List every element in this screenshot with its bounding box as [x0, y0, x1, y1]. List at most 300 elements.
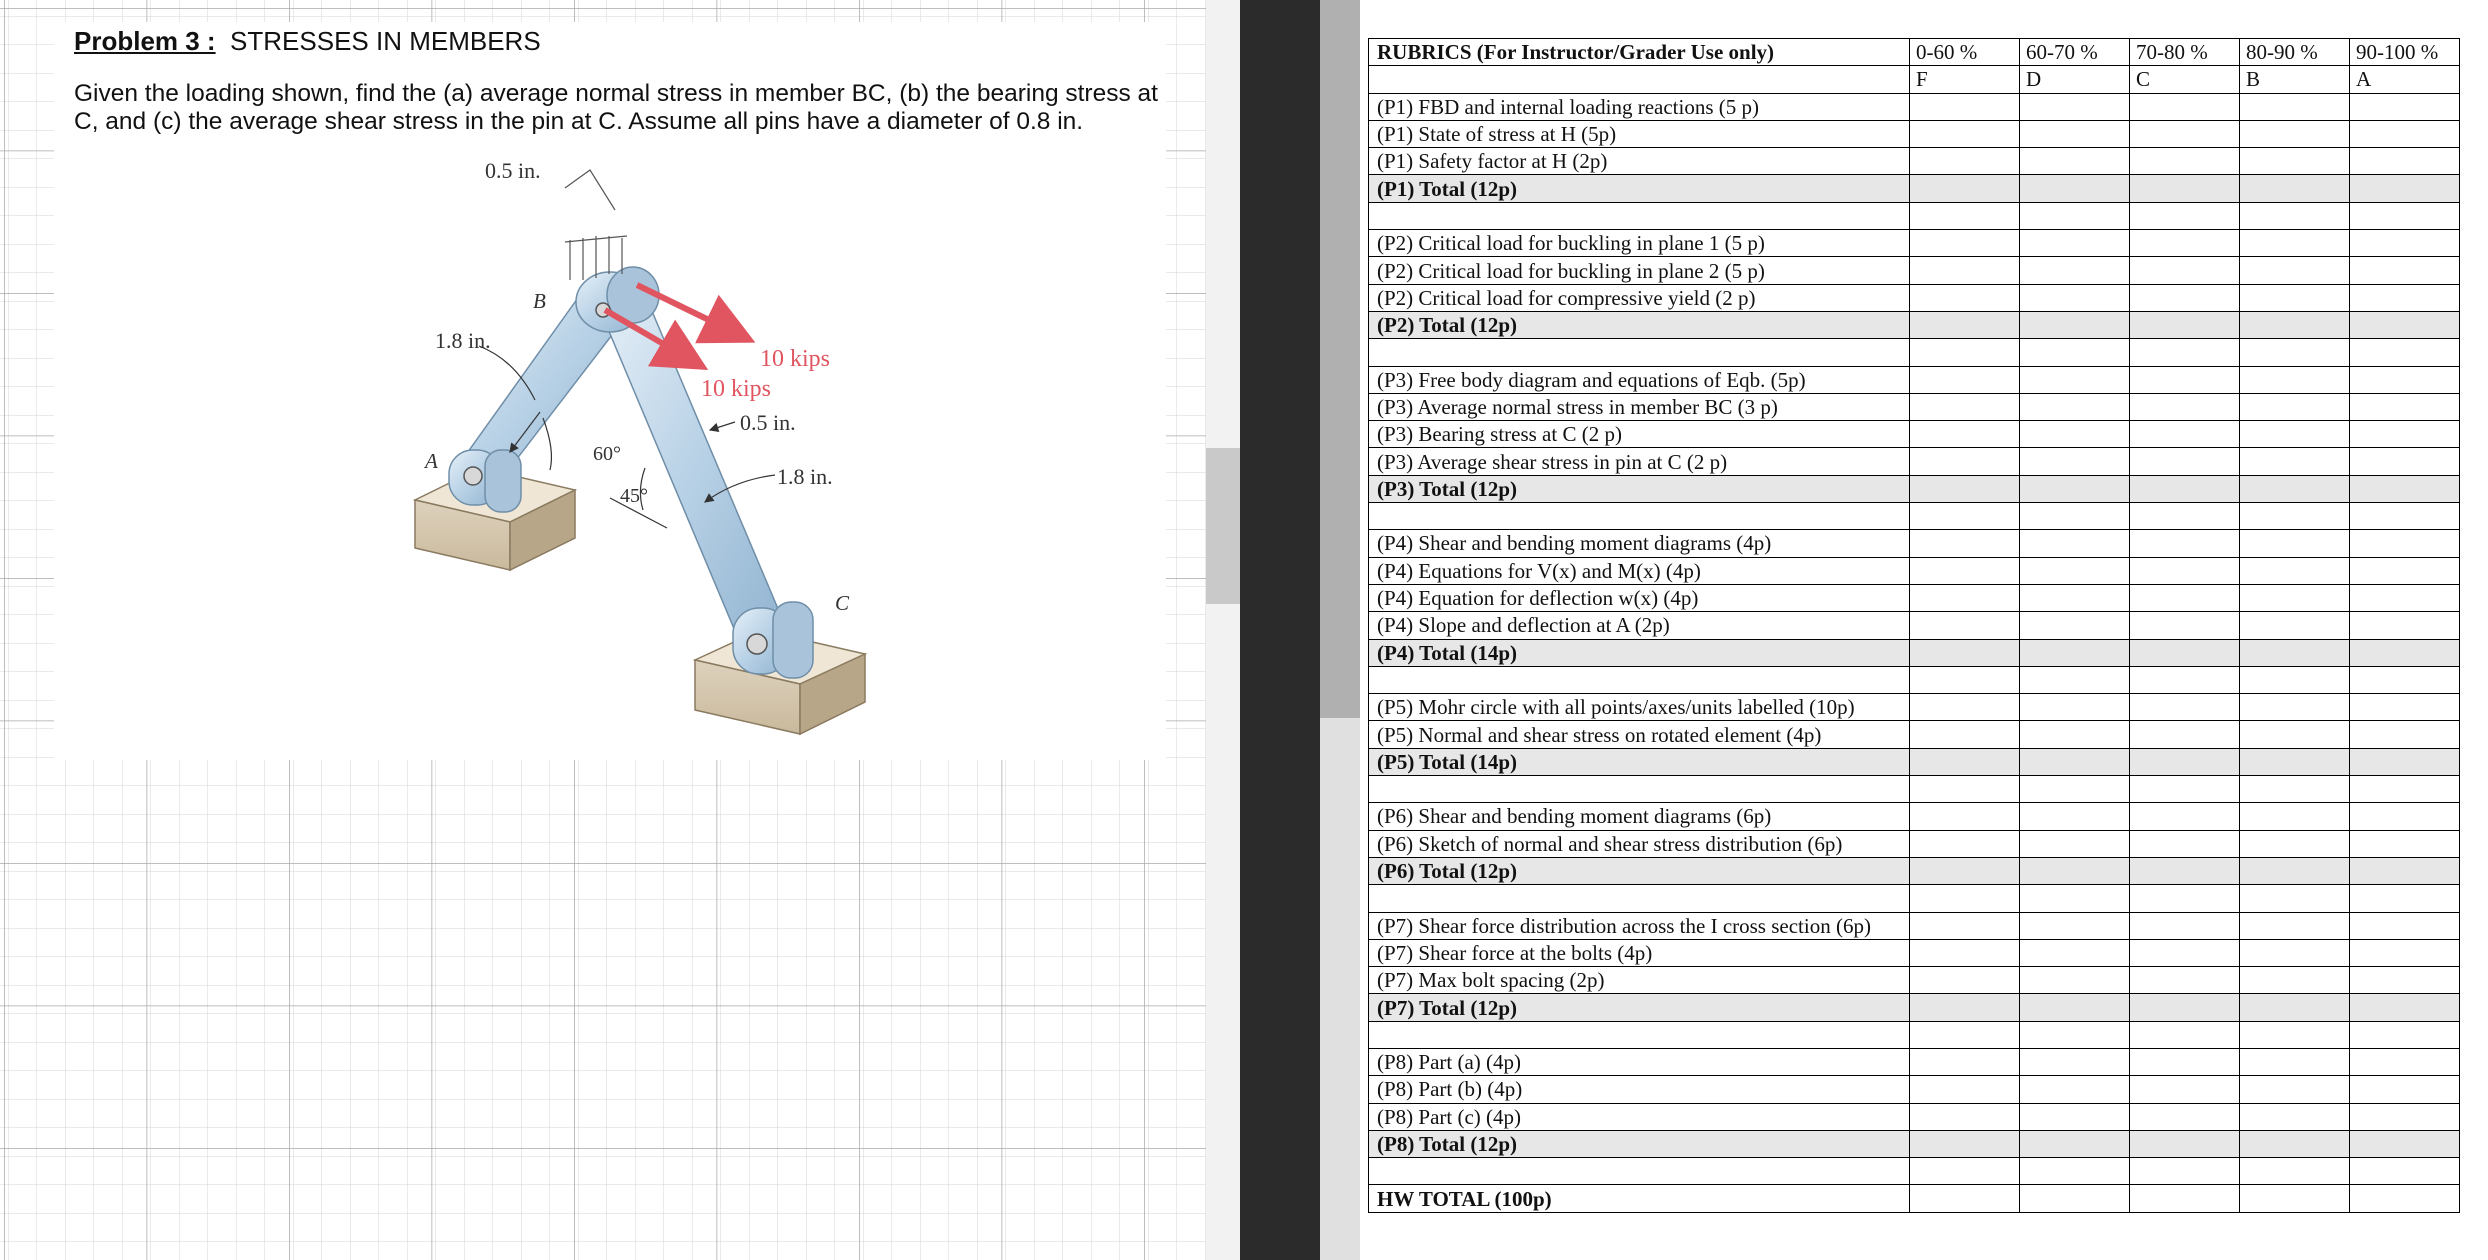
grade-cell[interactable]: [2020, 230, 2130, 257]
grade-cell[interactable]: [2240, 1130, 2350, 1157]
grade-cell[interactable]: [1910, 339, 2020, 366]
grade-cell[interactable]: [2130, 257, 2240, 284]
rubric-row: [1369, 93, 2460, 120]
grade-cell[interactable]: [2130, 776, 2240, 803]
grade-cell[interactable]: [2350, 803, 2460, 830]
grade-cell[interactable]: [2240, 967, 2350, 994]
grade-letter-spacer: [1369, 66, 1910, 93]
grade-cell[interactable]: [2350, 694, 2460, 721]
rubric-criterion: [1369, 339, 1910, 366]
grade-cell[interactable]: [2240, 1103, 2350, 1130]
grade-cell[interactable]: [1910, 830, 2020, 857]
label-bc-width: 1.8 in.: [777, 464, 833, 489]
rubric-criterion: (P7) Shear force distribution across the I cross section (6p): [1369, 912, 1910, 939]
grade-cell[interactable]: [1910, 230, 2020, 257]
grade-cell[interactable]: [2020, 612, 2130, 639]
grade-cell[interactable]: [1910, 776, 2020, 803]
grade-cell[interactable]: [2240, 1048, 2350, 1075]
grade-cell[interactable]: [2350, 530, 2460, 557]
rubric-total-row: [1369, 857, 2460, 884]
rubric-criterion: (P3) Bearing stress at C (2 p): [1369, 421, 1910, 448]
grade-range-c: 70-80 %: [2130, 39, 2240, 66]
grade-cell[interactable]: [2350, 311, 2460, 338]
grade-cell[interactable]: [2350, 1103, 2460, 1130]
rubric-row: [1369, 666, 2460, 693]
grade-cell[interactable]: [2130, 503, 2240, 530]
label-a: A: [425, 449, 438, 473]
label-b: B: [533, 289, 546, 313]
grade-cell[interactable]: [2020, 1021, 2130, 1048]
grade-cell[interactable]: [2020, 666, 2130, 693]
grade-cell[interactable]: [2020, 530, 2130, 557]
grade-cell[interactable]: [2020, 448, 2130, 475]
rubric-row: [1369, 776, 2460, 803]
grade-cell[interactable]: [1910, 257, 2020, 284]
grade-cell[interactable]: [2240, 776, 2350, 803]
grade-cell[interactable]: [2020, 503, 2130, 530]
grade-cell[interactable]: [1910, 912, 2020, 939]
grade-cell[interactable]: [2240, 557, 2350, 584]
grade-cell[interactable]: [2130, 1048, 2240, 1075]
grade-cell[interactable]: [2020, 120, 2130, 147]
rubric-row: [1369, 393, 2460, 420]
label-load-1: 10 kips: [760, 346, 831, 372]
rubric-final-total-row: [1369, 1185, 2460, 1212]
grade-cell[interactable]: [2240, 475, 2350, 502]
label-ab-width: 1.8 in.: [435, 328, 491, 353]
rubric-row: [1369, 912, 2460, 939]
grade-cell[interactable]: [2020, 857, 2130, 884]
rubric-total-row: [1369, 639, 2460, 666]
rubric-row: [1369, 584, 2460, 611]
grade-cell[interactable]: [2130, 748, 2240, 775]
grade-cell[interactable]: [2020, 148, 2130, 175]
label-c: C: [835, 591, 850, 615]
rubric-criterion: (P1) FBD and internal loading reactions (5 p): [1369, 93, 1910, 120]
grade-cell[interactable]: [2130, 175, 2240, 202]
grade-cell[interactable]: [2130, 311, 2240, 338]
rubric-page: [1360, 0, 2488, 1260]
grade-cell[interactable]: [2240, 284, 2350, 311]
grade-cell[interactable]: [2350, 448, 2460, 475]
grade-cell[interactable]: [1910, 448, 2020, 475]
grade-cell[interactable]: [2130, 366, 2240, 393]
grade-cell[interactable]: [2240, 584, 2350, 611]
grade-cell[interactable]: [2020, 694, 2130, 721]
grade-cell[interactable]: [2130, 93, 2240, 120]
grade-cell[interactable]: [2240, 857, 2350, 884]
rubric-total-row: [1369, 1130, 2460, 1157]
grade-cell[interactable]: [2130, 339, 2240, 366]
grade-cell[interactable]: [2350, 175, 2460, 202]
grade-cell[interactable]: [2350, 557, 2460, 584]
grade-cell[interactable]: [2020, 175, 2130, 202]
grade-cell[interactable]: [2240, 748, 2350, 775]
hw-total-label: HW TOTAL (100p): [1369, 1185, 1910, 1212]
grade-cell[interactable]: [2350, 748, 2460, 775]
grade-cell[interactable]: [2350, 994, 2460, 1021]
rubric-criterion: (P5) Total (14p): [1369, 748, 1910, 775]
grade-cell[interactable]: [2240, 448, 2350, 475]
grade-cell[interactable]: [2240, 93, 2350, 120]
rubric-criterion: [1369, 503, 1910, 530]
rubric-total-row: [1369, 994, 2460, 1021]
rubric-criterion: (P4) Equation for deflection w(x) (4p): [1369, 584, 1910, 611]
grade-cell[interactable]: [2020, 584, 2130, 611]
grade-cell[interactable]: [2020, 721, 2130, 748]
grade-cell[interactable]: [2130, 1103, 2240, 1130]
grade-letter-row: [1369, 66, 2460, 93]
grade-cell[interactable]: [2020, 393, 2130, 420]
grade-cell[interactable]: [2020, 366, 2130, 393]
grade-cell[interactable]: [2350, 366, 2460, 393]
grade-cell[interactable]: [1910, 284, 2020, 311]
grade-cell[interactable]: [2130, 393, 2240, 420]
grade-cell[interactable]: [2240, 257, 2350, 284]
rubric-row: [1369, 120, 2460, 147]
grade-cell[interactable]: [2350, 148, 2460, 175]
grade-cell[interactable]: [2130, 448, 2240, 475]
grade-cell[interactable]: [1910, 612, 2020, 639]
grade-cell[interactable]: [1910, 503, 2020, 530]
member-bc: [600, 290, 787, 650]
rubric-row: [1369, 1021, 2460, 1048]
grade-cell[interactable]: [1910, 530, 2020, 557]
grade-range-a: 90-100 %: [2350, 39, 2460, 66]
grade-cell[interactable]: [1910, 1158, 2020, 1185]
label-top-width: 0.5 in.: [485, 158, 541, 183]
grade-cell[interactable]: [2350, 93, 2460, 120]
rubric-criterion: (P2) Critical load for compressive yield (2 p): [1369, 284, 1910, 311]
rubric-row: [1369, 1076, 2460, 1103]
grade-cell[interactable]: [2350, 503, 2460, 530]
grade-cell[interactable]: [2020, 1130, 2130, 1157]
grade-cell[interactable]: [2020, 994, 2130, 1021]
grade-cell[interactable]: [1910, 885, 2020, 912]
grade-cell[interactable]: [2020, 284, 2130, 311]
grade-cell[interactable]: [2240, 721, 2350, 748]
grade-cell[interactable]: [1910, 1021, 2020, 1048]
grade-cell[interactable]: [2240, 1185, 2350, 1212]
grade-cell[interactable]: [1910, 1048, 2020, 1075]
grade-cell[interactable]: [2240, 120, 2350, 147]
grade-cell[interactable]: [2130, 202, 2240, 229]
grade-cell[interactable]: [1910, 803, 2020, 830]
grade-cell[interactable]: [2350, 1048, 2460, 1075]
grade-letter-d: D: [2020, 66, 2130, 93]
grade-cell[interactable]: [2020, 257, 2130, 284]
grade-cell[interactable]: [2130, 994, 2240, 1021]
rubric-row: [1369, 448, 2460, 475]
grade-cell[interactable]: [2130, 694, 2240, 721]
rubric-row: [1369, 830, 2460, 857]
rubric-total-row: [1369, 175, 2460, 202]
grade-cell[interactable]: [2350, 721, 2460, 748]
grade-cell[interactable]: [2020, 93, 2130, 120]
grade-cell[interactable]: [2350, 393, 2460, 420]
grade-cell[interactable]: [2350, 857, 2460, 884]
grade-cell[interactable]: [1910, 748, 2020, 775]
grade-cell[interactable]: [2130, 421, 2240, 448]
grade-cell[interactable]: [2350, 120, 2460, 147]
grade-cell[interactable]: [1910, 639, 2020, 666]
grade-cell[interactable]: [2020, 421, 2130, 448]
rubric-criterion: (P4) Slope and deflection at A (2p): [1369, 612, 1910, 639]
grade-letter-c: C: [2130, 66, 2240, 93]
problem-title: [74, 26, 541, 57]
grade-cell[interactable]: [2130, 148, 2240, 175]
grade-cell[interactable]: [2130, 830, 2240, 857]
grade-cell[interactable]: [2350, 776, 2460, 803]
rubric-criterion: (P8) Part (b) (4p): [1369, 1076, 1910, 1103]
grade-cell[interactable]: [2020, 311, 2130, 338]
grade-cell[interactable]: [2350, 284, 2460, 311]
label-bc-thick: 0.5 in.: [740, 410, 796, 435]
grade-cell[interactable]: [2240, 830, 2350, 857]
clevis-c: [733, 602, 813, 678]
rubric-row: [1369, 967, 2460, 994]
grade-cell[interactable]: [2240, 885, 2350, 912]
rubric-criterion: (P8) Total (12p): [1369, 1130, 1910, 1157]
grade-cell[interactable]: [2130, 885, 2240, 912]
rubric-row: [1369, 503, 2460, 530]
label-load-2: 10 kips: [701, 376, 772, 402]
grade-cell[interactable]: [2130, 939, 2240, 966]
grade-cell[interactable]: [2350, 885, 2460, 912]
grade-cell[interactable]: [1910, 1103, 2020, 1130]
grade-cell[interactable]: [2240, 339, 2350, 366]
rubric-row: [1369, 530, 2460, 557]
grade-cell[interactable]: [2130, 912, 2240, 939]
grade-cell[interactable]: [2350, 230, 2460, 257]
grade-cell[interactable]: [1910, 967, 2020, 994]
grade-cell[interactable]: [2240, 311, 2350, 338]
grade-cell[interactable]: [2240, 666, 2350, 693]
grade-cell[interactable]: [2130, 530, 2240, 557]
grade-cell[interactable]: [2130, 803, 2240, 830]
grade-cell[interactable]: [2350, 421, 2460, 448]
grade-cell[interactable]: [1910, 148, 2020, 175]
grade-cell[interactable]: [1910, 393, 2020, 420]
grade-cell[interactable]: [1910, 721, 2020, 748]
grade-cell[interactable]: [2130, 584, 2240, 611]
grade-cell[interactable]: [1910, 666, 2020, 693]
grade-cell[interactable]: [2350, 830, 2460, 857]
rubric-row: [1369, 939, 2460, 966]
rubric-criterion: (P6) Sketch of normal and shear stress distribution (6p): [1369, 830, 1910, 857]
grade-cell[interactable]: [2020, 475, 2130, 502]
rubric-criterion: (P7) Total (12p): [1369, 994, 1910, 1021]
grade-cell[interactable]: [2130, 721, 2240, 748]
grade-cell[interactable]: [2350, 666, 2460, 693]
grade-cell[interactable]: [2240, 639, 2350, 666]
grade-range-d: 60-70 %: [2020, 39, 2130, 66]
grade-cell[interactable]: [2130, 230, 2240, 257]
grade-cell[interactable]: [2020, 1158, 2130, 1185]
rubric-criterion: [1369, 776, 1910, 803]
grade-cell[interactable]: [2240, 803, 2350, 830]
grade-cell[interactable]: [1910, 939, 2020, 966]
grade-cell[interactable]: [2020, 1185, 2130, 1212]
grade-cell[interactable]: [2350, 1185, 2460, 1212]
rubric-row: [1369, 148, 2460, 175]
grade-range-b: 80-90 %: [2240, 39, 2350, 66]
grade-cell[interactable]: [2020, 557, 2130, 584]
grade-cell[interactable]: [1910, 202, 2020, 229]
label-angle-45: 45°: [620, 485, 648, 507]
rubric-criterion: (P3) Free body diagram and equations of Eqb. (5p): [1369, 366, 1910, 393]
grade-cell[interactable]: [1910, 311, 2020, 338]
grade-cell[interactable]: [2240, 366, 2350, 393]
grade-cell[interactable]: [2240, 1021, 2350, 1048]
problem-label: Problem 3 :: [74, 26, 216, 56]
grade-cell[interactable]: [2020, 1103, 2130, 1130]
grade-cell[interactable]: [2240, 1076, 2350, 1103]
grade-cell[interactable]: [2020, 885, 2130, 912]
grade-cell[interactable]: [1910, 475, 2020, 502]
rubric-row: [1369, 339, 2460, 366]
grade-cell[interactable]: [2020, 776, 2130, 803]
grade-cell[interactable]: [2130, 1185, 2240, 1212]
grade-cell[interactable]: [1910, 93, 2020, 120]
rubric-header-row: [1369, 39, 2460, 66]
grade-cell[interactable]: [2020, 830, 2130, 857]
rubric-criterion: (P6) Total (12p): [1369, 857, 1910, 884]
grade-cell[interactable]: [2350, 584, 2460, 611]
grade-cell[interactable]: [2350, 1076, 2460, 1103]
grade-cell[interactable]: [2350, 967, 2460, 994]
rubric-row: [1369, 694, 2460, 721]
grade-cell[interactable]: [2130, 1158, 2240, 1185]
grade-cell[interactable]: [2130, 967, 2240, 994]
grade-cell[interactable]: [2130, 639, 2240, 666]
problem-page: [0, 0, 1206, 1260]
grade-letter-f: F: [1910, 66, 2020, 93]
rubric-total-row: [1369, 748, 2460, 775]
grade-cell[interactable]: [1910, 557, 2020, 584]
grade-cell[interactable]: [2350, 639, 2460, 666]
rubric-row: [1369, 721, 2460, 748]
grade-cell[interactable]: [2130, 284, 2240, 311]
rubric-criterion: (P5) Normal and shear stress on rotated element (4p): [1369, 721, 1910, 748]
grade-cell[interactable]: [2130, 666, 2240, 693]
grade-cell[interactable]: [2130, 120, 2240, 147]
rubric-criterion: (P3) Total (12p): [1369, 475, 1910, 502]
label-angle-60: 60°: [593, 443, 621, 465]
rubric-row: [1369, 284, 2460, 311]
rubric-row: [1369, 1048, 2460, 1075]
grade-cell[interactable]: [2240, 148, 2350, 175]
grade-cell[interactable]: [2350, 475, 2460, 502]
grade-cell[interactable]: [2350, 1130, 2460, 1157]
grade-cell[interactable]: [2130, 557, 2240, 584]
grade-cell[interactable]: [2020, 202, 2130, 229]
grade-cell[interactable]: [1910, 694, 2020, 721]
grade-cell[interactable]: [2350, 612, 2460, 639]
loading-figure: [405, 150, 885, 770]
rubric-criterion: (P7) Max bolt spacing (2p): [1369, 967, 1910, 994]
rubric-criterion: (P8) Part (a) (4p): [1369, 1048, 1910, 1075]
grade-cell[interactable]: [2240, 912, 2350, 939]
grade-cell[interactable]: [2020, 1048, 2130, 1075]
grade-cell[interactable]: [2020, 939, 2130, 966]
grade-cell[interactable]: [2020, 639, 2130, 666]
grade-cell[interactable]: [2350, 339, 2460, 366]
rubric-total-row: [1369, 475, 2460, 502]
grade-cell[interactable]: [2240, 421, 2350, 448]
grade-cell[interactable]: [2240, 530, 2350, 557]
rubric-criterion: (P4) Total (14p): [1369, 639, 1910, 666]
grade-cell[interactable]: [1910, 857, 2020, 884]
grade-cell[interactable]: [2350, 1158, 2460, 1185]
grade-cell[interactable]: [2240, 393, 2350, 420]
grade-cell[interactable]: [1910, 1130, 2020, 1157]
grade-cell[interactable]: [2240, 694, 2350, 721]
rubric-row: [1369, 885, 2460, 912]
grade-cell[interactable]: [2130, 857, 2240, 884]
grade-cell[interactable]: [1910, 994, 2020, 1021]
grade-cell[interactable]: [2130, 612, 2240, 639]
grade-cell[interactable]: [2240, 1158, 2350, 1185]
grade-cell[interactable]: [2240, 230, 2350, 257]
grade-cell[interactable]: [1910, 366, 2020, 393]
grade-cell[interactable]: [2020, 1076, 2130, 1103]
grade-cell[interactable]: [1910, 421, 2020, 448]
pane-divider: [1240, 0, 1320, 1260]
grade-cell[interactable]: [1910, 1076, 2020, 1103]
grade-letter-a: A: [2350, 66, 2460, 93]
grade-cell[interactable]: [2240, 175, 2350, 202]
grade-cell[interactable]: [2240, 939, 2350, 966]
grade-cell[interactable]: [2350, 912, 2460, 939]
rubric-row: [1369, 202, 2460, 229]
problem-topic: STRESSES IN MEMBERS: [230, 26, 541, 56]
grade-cell[interactable]: [2130, 1076, 2240, 1103]
grade-cell[interactable]: [1910, 584, 2020, 611]
rubric-criterion: (P3) Average shear stress in pin at C (2 p): [1369, 448, 1910, 475]
grade-cell[interactable]: [2240, 994, 2350, 1021]
grade-cell[interactable]: [2240, 202, 2350, 229]
grade-cell[interactable]: [2350, 257, 2460, 284]
rubric-criterion: (P4) Shear and bending moment diagrams (4p): [1369, 530, 1910, 557]
rubric-criterion: [1369, 885, 1910, 912]
grade-cell[interactable]: [1910, 120, 2020, 147]
rubric-row: [1369, 612, 2460, 639]
grade-cell[interactable]: [2020, 748, 2130, 775]
grade-cell[interactable]: [2020, 912, 2130, 939]
rubric-criterion: [1369, 1158, 1910, 1185]
left-pane-scrollbar-thumb[interactable]: [1206, 448, 1240, 604]
grade-cell[interactable]: [2240, 503, 2350, 530]
rubric-row: [1369, 1103, 2460, 1130]
grade-cell[interactable]: [2350, 1021, 2460, 1048]
rubric-criterion: (P2) Total (12p): [1369, 311, 1910, 338]
grade-cell[interactable]: [2240, 612, 2350, 639]
grade-cell[interactable]: [2130, 1130, 2240, 1157]
grade-cell[interactable]: [1910, 1185, 2020, 1212]
rubric-criterion: [1369, 202, 1910, 229]
grade-cell[interactable]: [2130, 475, 2240, 502]
grade-cell[interactable]: [2020, 967, 2130, 994]
grade-cell[interactable]: [2350, 939, 2460, 966]
grade-cell[interactable]: [2020, 339, 2130, 366]
grade-cell[interactable]: [2130, 1021, 2240, 1048]
problem-statement: Given the loading shown, find the (a) average normal stress in member BC, (b) the bearing stress at C, and (c) the average shear stress in the pin at C. Assume all pins have a diameter of 0.8 in.: [74, 80, 1158, 135]
right-pane-scrollbar-thumb[interactable]: [1320, 0, 1360, 718]
grade-cell[interactable]: [1910, 175, 2020, 202]
grade-cell[interactable]: [2020, 803, 2130, 830]
grade-cell[interactable]: [2350, 202, 2460, 229]
